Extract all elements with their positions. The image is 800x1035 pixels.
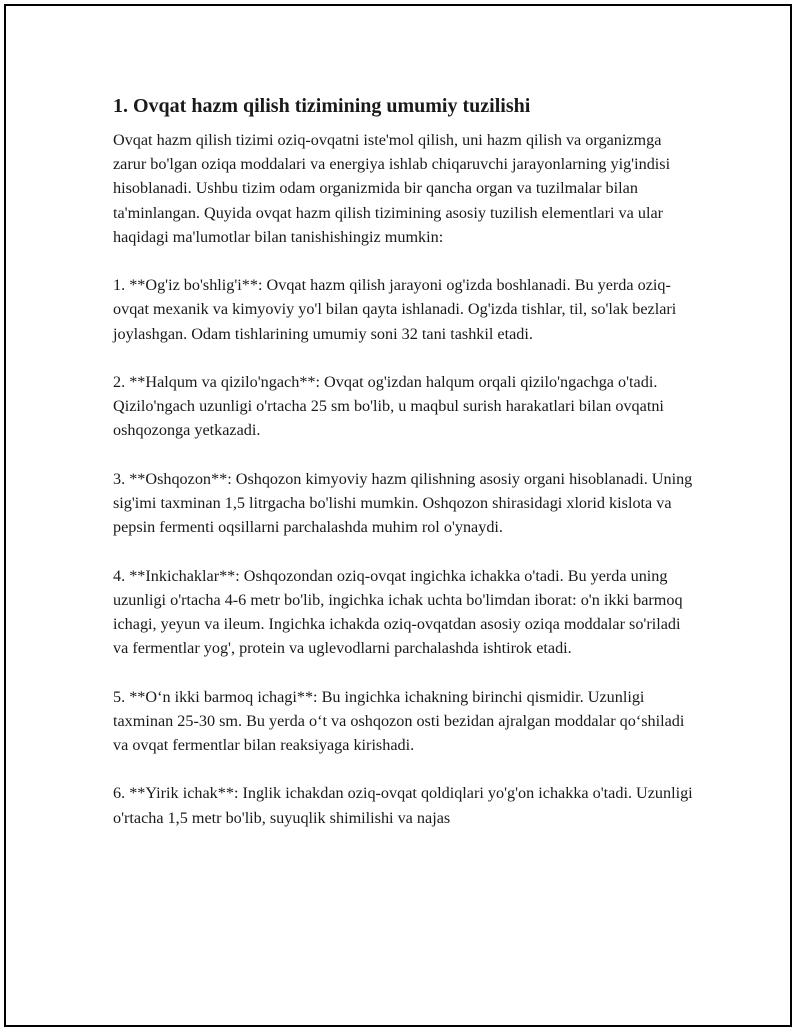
paragraph-stomach: 3. **Oshqozon**: Oshqozon kimyoviy hazm qilishning asosiy organi hisoblanadi. Uning sig'imi taxminan 1,5 litrgacha bo'lishi mumkin. Oshqozon shirasidagi xlorid kislota va pepsin fermenti oqsillarni parchalashda muhim rol o'ynaydi. bbox=[113, 469, 693, 537]
paragraph-oral-cavity: 1. **Og'iz bo'shlig'i**: Ovqat hazm qilish jarayoni og'izda boshlanadi. Bu yerda oziq-ovqat mexanik va kimyoviy yo'l bilan qayta ishlanadi. Og'izda tishlar, til, so'lak bezlari joylashgan. Odam tishlarining umumiy soni 32 tani tashkil etadi. bbox=[113, 276, 677, 343]
paragraph-duodenum: 5. **O‘n ikki barmoq ichagi**: Bu ingichka ichakning birinchi qismidir. Uzunligi taxminan 25-30 sm. Bu yerda o‘t va oshqozon osti bezidan ajralgan moddalar qo‘shiladi va ovqat fermentlar bilan reaksiyaga kirishadi. bbox=[113, 687, 685, 754]
paragraph-large-intestine: 6. **Yirik ichak**: Inglik ichakdan oziq-ovqat qoldiqlari yo'g'on ichakka o'tadi. Uzunligi o'rtacha 1,5 metr bo'lib, suyuqlik shimilishi va najas bbox=[113, 784, 693, 827]
intro-paragraph: Ovqat hazm qilish tizimi oziq-ovqatni iste'mol qilish, uni hazm qilish va organizmga zarur bo'lgan oziqa moddalari va energiya ishlab chiqaruvchi jarayonlarning yig'indisi hisoblanadi. Ushbu tizim odam organizmida bir qancha organ va tuzilmalar bilan ta'minlangan. Quyida ovqat hazm qilish tizimining asosiy tuzilish elementlari va ular haqidagi ma'lumotlar bilan tanishishingiz mumkin: bbox=[113, 131, 671, 246]
document-body bbox=[113, 92, 693, 854]
paragraph-intestines: 4. **Inkichaklar**: Oshqozondan oziq-ovqat ingichka ichakka o'tadi. Bu yerda uning uzunligi o'rtacha 4-6 metr bo'lib, ingichka ichak uchta bo'limdan iborat: o'n ikki barmoq ichagi, yeyun va ileum. Ingichka ichakda oziq-ovqatdan asosiy oziqa moddalar so'riladi va fermentlar yog', protein va uglevodlarni parchalashda ishtirok etadi. bbox=[113, 566, 683, 658]
document-title: 1. Ovqat hazm qilish tizimining umumiy tuzilishi bbox=[113, 95, 531, 117]
paragraph-pharynx-esophagus: 2. **Halqum va qizilo'ngach**: Ovqat og'izdan halqum orqali qizilo'ngachga o'tadi. Qizilo'ngach uzunligi o'rtacha 25 sm bo'lib, u maqbul surish harakatlari bilan ovqatni oshqozonga yetkazadi. bbox=[113, 373, 664, 440]
